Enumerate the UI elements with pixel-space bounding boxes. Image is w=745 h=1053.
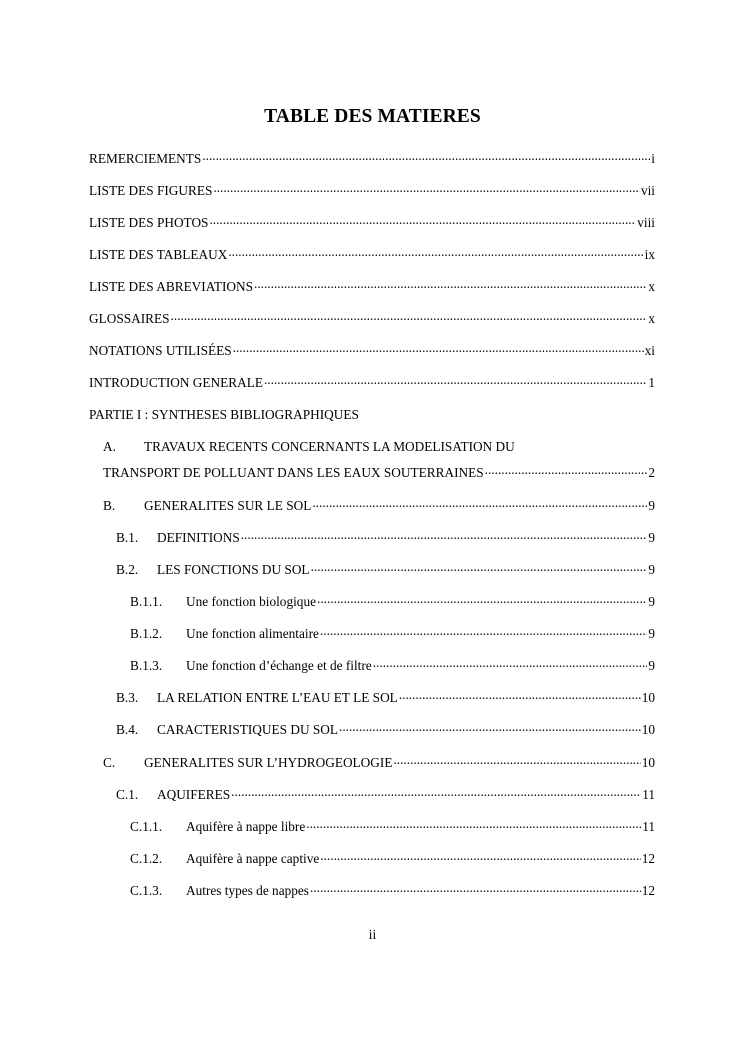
toc-entry-page: 9 xyxy=(648,562,655,577)
toc-entry-page: 1 xyxy=(648,375,655,390)
dot-leader xyxy=(393,753,640,767)
toc-entry-page: 9 xyxy=(648,530,655,545)
toc-entry-a-line2[interactable] xyxy=(103,463,655,483)
toc-entry-page: 10 xyxy=(641,690,655,705)
dot-leader xyxy=(310,881,641,895)
toc-entry-number: B.1.1. xyxy=(130,594,163,609)
toc-entry-label: Une fonction d’échange et de filtre xyxy=(186,658,372,673)
toc-entry-liste-photos[interactable] xyxy=(89,213,655,233)
toc-entry-page: vii xyxy=(640,183,655,198)
toc-entry-label: Une fonction alimentaire xyxy=(186,626,319,641)
toc-entry-number: B. xyxy=(103,498,116,513)
toc-entry-b1[interactable] xyxy=(116,528,655,548)
toc-entry-notations[interactable] xyxy=(89,341,655,361)
toc-entry-label: TRANSPORT DE POLLUANT DANS LES EAUX SOUTERRAINES xyxy=(103,465,484,480)
toc-entry-number: C.1. xyxy=(116,787,139,802)
toc-entry-glossaires[interactable] xyxy=(89,309,655,329)
dot-leader xyxy=(209,213,636,227)
toc-entry-page: 11 xyxy=(642,819,655,834)
toc-entry-page: ix xyxy=(644,247,655,262)
toc-entry-label: LES FONCTIONS DU SOL xyxy=(157,562,310,577)
toc-entry-number: C.1.2. xyxy=(130,851,163,866)
toc-entry-remerciements[interactable] xyxy=(89,149,655,169)
toc-entry-label: NOTATIONS UTILISÉES xyxy=(89,343,232,358)
toc-entry-page: 9 xyxy=(648,594,655,609)
toc-entry-number: A. xyxy=(103,439,116,454)
toc-entry-page: xi xyxy=(644,343,655,358)
dot-leader xyxy=(339,720,641,734)
toc-entry-introduction[interactable] xyxy=(89,373,655,393)
toc-entry-number: C. xyxy=(103,755,116,770)
toc-entry-label: CARACTERISTIQUES DU SOL xyxy=(157,722,338,737)
toc-entry-label: GLOSSAIRES xyxy=(89,311,170,326)
toc-entry-label: Autres types de nappes xyxy=(186,883,309,898)
toc-entry-b11[interactable] xyxy=(130,592,655,612)
toc-entry-page: 2 xyxy=(648,465,655,480)
toc-entry-number: B.1.3. xyxy=(130,658,163,673)
toc-entry-label: AQUIFERES xyxy=(157,787,231,802)
toc-entry-label: LISTE DES FIGURES xyxy=(89,183,213,198)
toc-entry-page: 10 xyxy=(641,722,655,737)
toc-entry-label: LISTE DES TABLEAUX xyxy=(89,247,228,262)
toc-entry-liste-abreviations[interactable] xyxy=(89,277,655,297)
toc-entry-page: viii xyxy=(637,215,655,230)
page-title: TABLE DES MATIERES xyxy=(264,106,481,127)
toc-entry-label: Aquifère à nappe libre xyxy=(186,819,306,834)
toc-entry-number: C.1.3. xyxy=(130,883,163,898)
toc-entry-a-line1[interactable] xyxy=(103,437,655,457)
dot-leader xyxy=(373,656,648,670)
dot-leader xyxy=(311,560,648,574)
toc-entry-partie-1[interactable] xyxy=(89,405,655,425)
toc-entry-c1[interactable] xyxy=(116,785,655,805)
toc-entry-page: 11 xyxy=(642,787,655,802)
dot-leader xyxy=(213,181,640,195)
toc-entry-number: B.3. xyxy=(116,690,139,705)
dot-leader xyxy=(202,149,650,163)
toc-entry-page: 9 xyxy=(648,658,655,673)
toc-entry-label: PARTIE I : SYNTHESES BIBLIOGRAPHIQUES xyxy=(89,407,359,422)
toc-entry-page: 9 xyxy=(648,626,655,641)
toc-entry-label: REMERCIEMENTS xyxy=(89,151,202,166)
dot-leader xyxy=(231,785,641,799)
toc-entry-liste-figures[interactable] xyxy=(89,181,655,201)
dot-leader xyxy=(399,688,641,702)
dot-leader xyxy=(241,528,648,542)
dot-leader xyxy=(320,849,640,863)
dot-leader xyxy=(254,277,647,291)
toc-entry-c13[interactable] xyxy=(130,881,655,901)
toc-entry-number: B.1. xyxy=(116,530,139,545)
dot-leader xyxy=(228,245,643,259)
dot-leader xyxy=(317,592,647,606)
toc-entry-number: C.1.1. xyxy=(130,819,163,834)
toc-entry-number: B.4. xyxy=(116,722,139,737)
toc-entry-label: TRAVAUX RECENTS CONCERNANTS LA MODELISATION DU xyxy=(144,439,515,454)
dot-leader xyxy=(306,817,641,831)
toc-entry-page: 12 xyxy=(641,851,655,866)
toc-entry-page: 9 xyxy=(648,498,655,513)
toc-entry-b2[interactable] xyxy=(116,560,655,580)
toc-entry-page: 10 xyxy=(641,755,655,770)
toc-entry-c12[interactable] xyxy=(130,849,655,869)
toc-entry-b3[interactable] xyxy=(116,688,655,708)
toc-entry-label: LISTE DES ABREVIATIONS xyxy=(89,279,253,294)
dot-leader xyxy=(264,373,647,387)
dot-leader xyxy=(171,309,648,323)
toc-entry-b13[interactable] xyxy=(130,656,655,676)
toc-entry-label: INTRODUCTION GENERALE xyxy=(89,375,263,390)
toc-entry-number: B.2. xyxy=(116,562,139,577)
toc-entry-number: B.1.2. xyxy=(130,626,163,641)
toc-entry-label: GENERALITES SUR L’HYDROGEOLOGIE xyxy=(144,755,393,770)
toc-entry-b4[interactable] xyxy=(116,720,655,740)
toc-entry-page: 12 xyxy=(641,883,655,898)
toc-entry-label: Aquifère à nappe captive xyxy=(186,851,320,866)
dot-leader xyxy=(485,463,648,477)
toc-entry-label: LA RELATION ENTRE L’EAU ET LE SOL xyxy=(157,690,398,705)
toc-entry-label: DEFINITIONS xyxy=(157,530,240,545)
toc-entry-page: i xyxy=(651,151,655,166)
toc-entry-c[interactable] xyxy=(103,753,655,773)
toc-entry-b[interactable] xyxy=(103,496,655,516)
toc-entry-label: GENERALITES SUR LE SOL xyxy=(144,498,312,513)
toc-entry-page: x xyxy=(648,279,655,294)
toc-entry-b12[interactable] xyxy=(130,624,655,644)
toc-entry-label: LISTE DES PHOTOS xyxy=(89,215,209,230)
toc-entry-liste-tableaux[interactable] xyxy=(89,245,655,265)
toc-entry-c11[interactable] xyxy=(130,817,655,837)
dot-leader xyxy=(312,496,647,510)
toc-entry-label: Une fonction biologique xyxy=(186,594,316,609)
page-number-footer: ii xyxy=(368,927,377,942)
dot-leader xyxy=(320,624,647,638)
toc-entry-page: x xyxy=(648,311,655,326)
dot-leader xyxy=(233,341,644,355)
